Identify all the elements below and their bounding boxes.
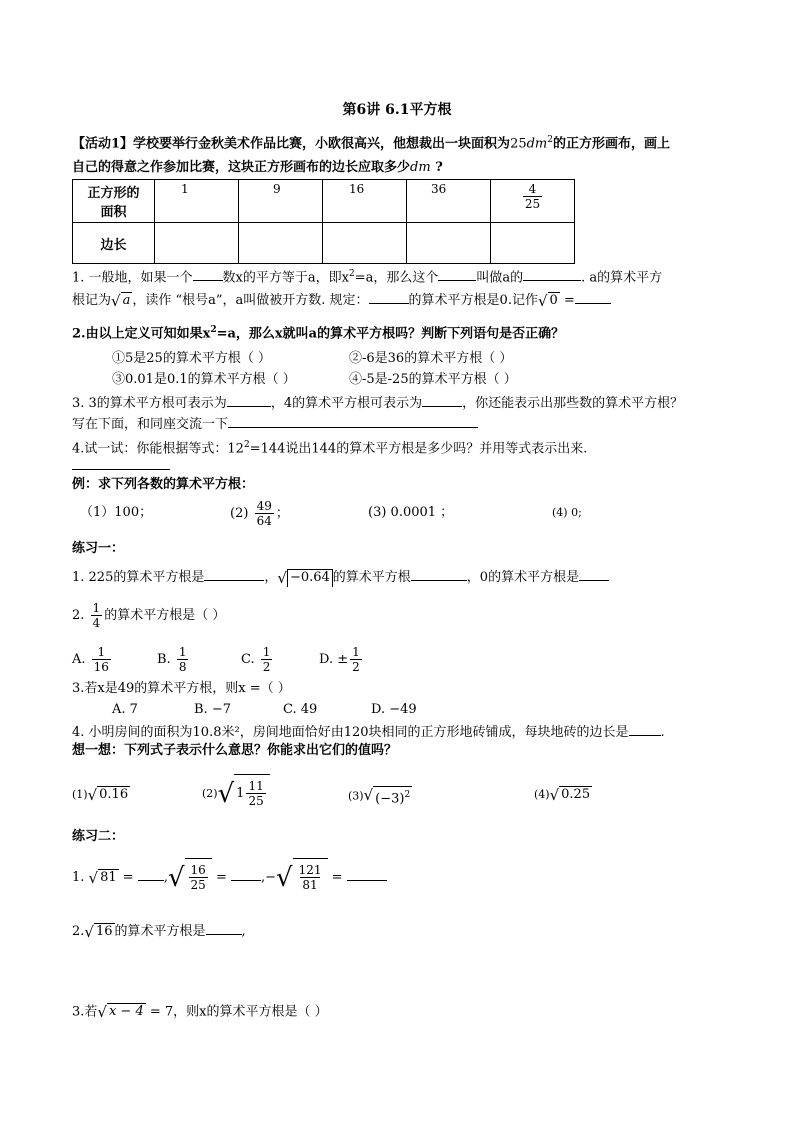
think-item-4: (4) √ 0.25 [534,786,591,804]
answer-blank[interactable] [438,266,476,281]
fraction: $\frac{1}{4}$ [92,601,101,630]
fraction: $\frac{4}{25}$ [524,182,541,211]
choice-c[interactable]: C. 49 [283,702,318,717]
answer-blank[interactable] [138,866,164,881]
think-item-3: (3) √ $(-3)^2$ [348,786,411,807]
practice-1-label: 练习一： [72,541,125,556]
sqrt-expression: √ 81 [88,868,117,887]
sqrt-expression: √ 0.16 [87,786,129,804]
sqrt-expression: √ 0.25 [549,786,591,804]
choice-b[interactable]: B. −7 [194,702,231,717]
sqrt-expression: √ 16 [84,922,113,941]
think-prompt: 想一想：下列式子表示什么意思？你能求出它们的值吗？ [72,743,398,758]
choice-d[interactable]: D. ± $\frac{1}{2}$ [319,645,360,674]
question-4-answer [72,455,170,476]
choice-b[interactable]: B. $\frac{1}{8}$ [157,645,187,674]
answer-blank[interactable] [228,413,478,428]
example-label: 例：求下列各数的算术平方根： [72,477,255,492]
table-header-area: 正方形的 面积 [73,180,155,223]
table-cell [155,223,239,264]
answer-blank[interactable] [422,392,462,407]
practice-2-q2: 2. √ 16 的算术平方根是 , [72,920,246,941]
fraction: $\frac{121}{81}$ [298,862,322,892]
table-cell: 9 [239,180,323,223]
answer-blank[interactable] [629,721,661,736]
table-cell: 36 [407,180,491,223]
question-1-line-2: 根记为 √ a ，读作 “根号a”，a叫做被开方数. 规定： 的算术平方根是0.记作 √ 0 = [72,289,611,310]
answer-blank[interactable] [579,566,609,581]
question-2-stem: 2.由以上定义可知如果$x^2=a$，那么x就叫a的算术平方根吗？判断下列语句是否正确？ [72,325,565,342]
activity-line-1: 【活动1】学校要举行金秋美术作品比赛，小欧很高兴，他想裁出一块面积为$25dm^2$的正方形画布，画上 [72,135,671,152]
think-item-1: (1) √ 0.16 [72,786,129,804]
sqrt-expression: √ −0.64 [277,569,332,587]
judgement-item: ①5是25的算术平方根（ ） [112,351,271,366]
example-item: (4) 0; [552,506,582,519]
question-1-line-1: 1. 一般地，如果一个 数x的平方等于a，即$x^2=a$，那么这个 叫做a的 . a的算术平方 [72,265,662,287]
answer-blank[interactable] [231,866,261,881]
table-cell [407,223,491,264]
area-side-table [72,179,575,264]
fraction: $\frac{11}{25}$ [248,779,264,808]
page-title: 第6讲 6.1平方根 [342,102,452,118]
activity-line-2: 自己的得意之作参加比赛，这块正方形画布的边长应取多少dm ? [72,160,443,175]
fraction: $\frac{1}{8}$ [178,645,187,674]
answer-blank[interactable] [575,289,611,304]
answer-blank[interactable] [193,266,223,281]
question-3-line-2: 写在下面，和同座交流一下 [72,413,478,434]
judgement-item: ②-6是36的算术平方根（ ） [349,351,513,366]
practice-1-q4: 4. 小明房间的面积为10.8米²，房间地面恰好由120块相同的正方形地砖铺成，每块地砖的边长是 . [72,721,665,742]
answer-blank[interactable] [227,392,271,407]
table-header-side: 边长 [73,223,155,264]
activity-label: 【活动1】 [72,136,134,152]
question-3-line-1: 3. 3的算术平方根可表示为 ，4的算术平方根可表示为 ，你还能表示出那些数的算术平方根？ [72,392,683,413]
table-cell [491,223,575,264]
answer-blank[interactable] [523,266,581,281]
answer-blank[interactable] [72,455,170,470]
practice-2-label: 练习二： [72,829,125,844]
choice-c[interactable]: C. $\frac{1}{2}$ [241,645,271,674]
practice-2-q3: 3.若 √ x − 4 = 7，则x的算术平方根是（ ） [72,1003,328,1021]
fraction: $\frac{1}{2}$ [352,645,360,674]
table-cell: 1 [155,180,239,223]
table-row [73,223,575,264]
choice-a[interactable]: A. $\frac{1}{16}$ [72,645,109,674]
sqrt-expression: √ $\frac{16}{25}$ [168,858,212,898]
example-item: (2) $\frac{49}{64}$ ； [230,499,289,528]
sqrt-expression: √ 1 $\frac{11}{25}$ [218,774,270,814]
table-cell [491,180,575,223]
example-item: （1）100； [80,505,153,520]
choice-a[interactable]: A. 7 [112,702,138,717]
practice-2-q1: 1. √ 81 = , √ $\frac{16}{25}$ = ,− √ $\frac{121}{81}$ = [72,856,387,900]
practice-1-q1: 1. 225的算术平方根是 ， √ −0.64 的算术平方根 ，0的算术平方根是 [72,566,609,587]
fraction: $\frac{16}{25}$ [190,862,206,892]
answer-blank[interactable] [411,566,467,581]
sqrt-expression: √ 0 [537,291,558,310]
table-cell [239,223,323,264]
sqrt-expression: √ $(-3)^2$ [363,786,411,807]
judgement-item: ③0.01是0.1的算术平方根（ ） [112,372,296,387]
answer-blank[interactable] [204,566,264,581]
practice-1-q2: 2. $\frac{1}{4}$ 的算术平方根是（ ） [72,601,226,630]
sqrt-expression: √ x − 4 [97,1003,144,1021]
fraction: $\frac{1}{16}$ [93,645,109,674]
table-cell [323,223,407,264]
think-item-2: (2) √ 1 $\frac{11}{25}$ [202,772,270,816]
practice-1-q3: 3.若x是49的算术平方根，则x =（ ） [72,681,291,696]
table-cell: 16 [323,180,407,223]
fraction: $\frac{1}{2}$ [262,645,271,674]
answer-blank[interactable] [369,289,409,304]
choice-d[interactable]: D. −49 [371,702,417,717]
sqrt-expression: √ a [111,291,131,310]
answer-blank[interactable] [206,920,242,935]
table-row [73,180,575,223]
judgement-item: ④-5是-25的算术平方根（ ） [349,372,517,387]
example-item: (3) 0.0001 ； [368,505,454,520]
question-4: 4.试一试：你能根据等式：$12^2=144$说出144的算术平方根是多少吗？并用等式表示出来. [72,440,588,457]
answer-blank[interactable] [347,866,387,881]
sqrt-expression: √ $\frac{121}{81}$ [276,858,327,898]
fraction: $\frac{49}{64}$ [256,499,272,528]
